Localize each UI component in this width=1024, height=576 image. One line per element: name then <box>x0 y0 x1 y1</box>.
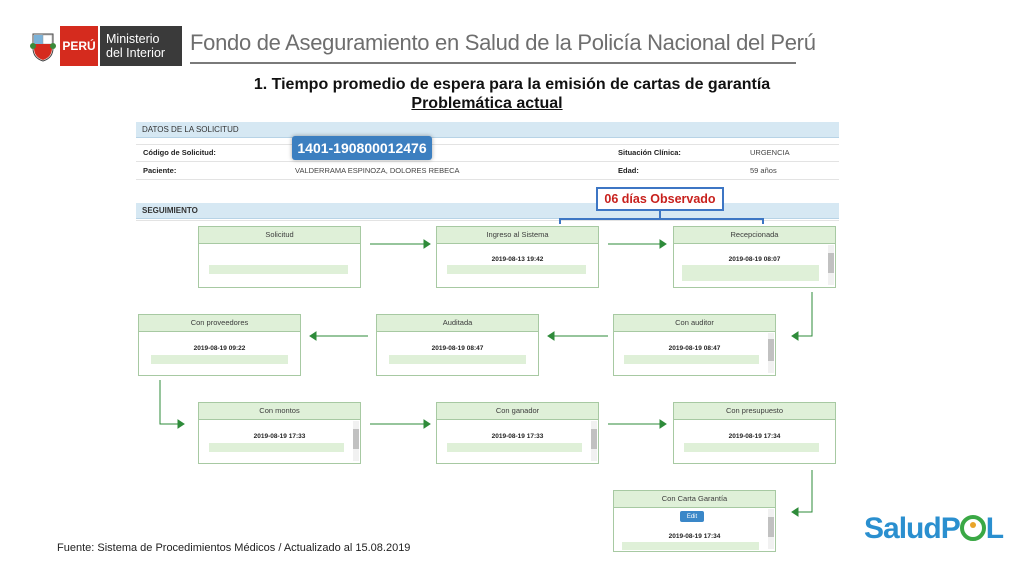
slide-subtitle: Problemática actual <box>411 95 563 112</box>
step-date: 2019-08-13 19:42 <box>491 256 544 263</box>
step-title: Recepcionada <box>674 227 835 244</box>
step-title: Auditada <box>377 315 538 332</box>
arrow-connector <box>798 470 812 512</box>
arrow-head <box>660 420 666 428</box>
step-title: Con proveedores <box>139 315 300 332</box>
seguimiento-section-title: SEGUIMIENTO <box>142 206 198 215</box>
arrow-head <box>424 240 430 248</box>
footer-source: Fuente: Sistema de Procedimientos Médicos / Actualizado al 15.08.2019 <box>57 542 411 554</box>
step-date: 2019-08-19 08:47 <box>668 345 721 352</box>
step-date: 2019-08-19 17:34 <box>728 433 781 440</box>
observed-callout: 06 días Observado <box>596 187 724 211</box>
codigo-value-badge: 1401-190800012476 <box>292 136 432 160</box>
arrow-connector <box>798 292 812 336</box>
situacion-label: Situación Clínica: <box>618 148 681 157</box>
edit-button[interactable]: Edit <box>680 511 704 522</box>
slide-title: 1. Tiempo promedio de espera para la emisión de cartas de garantía <box>253 76 771 93</box>
arrow-head <box>178 420 184 428</box>
paciente-value: VALDERRAMA ESPINOZA, DOLORES REBECA <box>295 166 460 175</box>
step-title: Ingreso al Sistema <box>437 227 598 244</box>
step-title: Con auditor <box>614 315 775 332</box>
arrow-head <box>660 240 666 248</box>
step-title: Con montos <box>199 403 360 420</box>
codigo-label: Código de Solicitud: <box>143 148 216 157</box>
step-date: 2019-08-19 17:33 <box>253 433 306 440</box>
arrow-connector <box>160 380 178 424</box>
edad-label: Edad: <box>618 166 639 175</box>
ministry-line1: Ministerio <box>106 32 160 46</box>
step-date: 2019-08-19 09:22 <box>193 345 246 352</box>
arrow-head <box>792 508 798 516</box>
saludpol-logo <box>864 512 1003 546</box>
step-date: 2019-08-19 08:07 <box>728 256 781 263</box>
ministry-line2: del Interior <box>106 46 166 60</box>
logo-text-salud: Salud <box>864 512 941 545</box>
step-date: 2019-08-19 17:33 <box>491 433 544 440</box>
step-date: 2019-08-19 08:47 <box>431 345 484 352</box>
logo-text-p: P <box>940 512 960 545</box>
step-date: 2019-08-19 17:34 <box>668 533 721 540</box>
arrow-head <box>424 420 430 428</box>
step-title: Solicitud <box>199 227 360 244</box>
step-title: Con ganador <box>437 403 598 420</box>
step-title: Con presupuesto <box>674 403 835 420</box>
logo-o-icon <box>960 515 986 541</box>
step-title: Con Carta Garantía <box>614 491 775 508</box>
edad-value: 59 años <box>750 166 777 175</box>
arrow-head <box>310 332 316 340</box>
arrow-head <box>548 332 554 340</box>
peru-label: PERÚ <box>62 39 96 53</box>
paciente-label: Paciente: <box>143 166 177 175</box>
org-title: Fondo de Aseguramiento en Salud de la Policía Nacional del Perú <box>190 30 816 55</box>
arrow-head <box>792 332 798 340</box>
situacion-value: URGENCIA <box>750 148 790 157</box>
logo-text-l: L <box>985 512 1004 545</box>
solicitud-section-title: DATOS DE LA SOLICITUD <box>142 125 239 134</box>
